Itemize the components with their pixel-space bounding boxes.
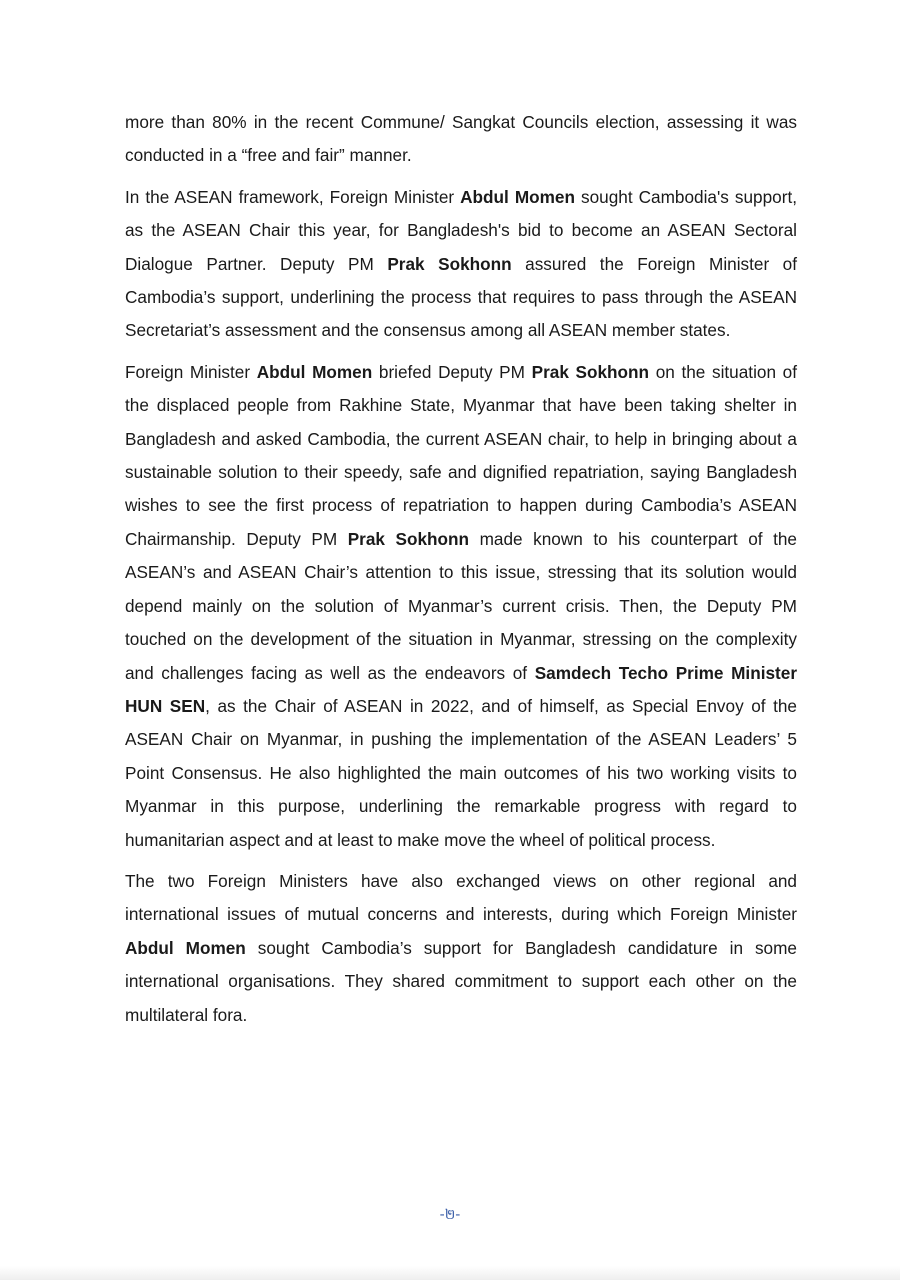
text-run: Foreign Minister — [125, 361, 257, 382]
bold-name: Abdul Momen — [125, 937, 246, 958]
bold-name: Prak Sokhonn — [387, 253, 512, 274]
text-run: sought Cambodia's support, as the ASEAN Chair this year, for Bangladesh's bid to become an ASEAN Sectoral Dialogue Partner. Deputy PM — [125, 186, 797, 274]
bold-name: Prak Sokhonn — [531, 361, 650, 382]
text-run: sought Cambodia’s support for Bangladesh candidature in some international organisations. They shared commitment to support each other on the multilateral fora. — [125, 937, 797, 1025]
paragraph — [125, 181, 797, 348]
bold-name: Prak Sokhonn — [347, 528, 470, 549]
text-run: assured the Foreign Minister of Cambodia’s support, underlining the process that requires to pass through the ASEAN Secretariat’s assessment and the consensus among all ASEAN member states. — [125, 253, 798, 341]
text-run: briefed Deputy PM — [372, 361, 532, 382]
paragraph — [125, 106, 797, 173]
text-run: on the situation of the displaced people from Rakhine State, Myanmar that have been taking shelter in Bangladesh and asked Cambodia, the current ASEAN chair, to help in bringing about a sustainable solution to their speedy, safe and dignified repatriation, saying Bangladesh wishes to see the first process of repatriation to happen during Cambodia’s ASEAN Chairmanship. Deputy PM — [125, 361, 797, 549]
text-run: made known to his counterpart of the ASEAN’s and ASEAN Chair’s attention to this issue, stressing that its solution would depend mainly on the solution of Myanmar’s current crisis. Then, the Deputy PM touched on the development of the situation in Myanmar, stressing on the complexity and challenges facing as well as the endeavors of — [125, 528, 797, 683]
text-run: The two Foreign Ministers have also exchanged views on other regional and international issues of mutual concerns and interests, during which Foreign Minister — [125, 870, 797, 925]
body-text — [125, 106, 797, 1040]
bold-name: Abdul Momen — [460, 186, 575, 207]
bold-name: Abdul Momen — [256, 361, 373, 382]
paragraph — [125, 865, 797, 1032]
text-run: more than 80% in the recent Commune/ Sangkat Councils election, assessing it was conducted in a “free and fair” manner. — [125, 112, 797, 166]
page-bottom-edge — [0, 1266, 900, 1280]
page-number: -២- — [439, 1207, 461, 1223]
text-run: In the ASEAN framework, Foreign Minister — [125, 186, 461, 207]
bold-name: Samdech Techo Prime Minister HUN SEN — [125, 662, 798, 716]
text-run: , as the Chair of ASEAN in 2022, and of himself, as Special Envoy of the ASEAN Chair on Myanmar, in pushing the implementation of the ASEAN Leaders’ 5 Point Consensus. He also highlighted the main outcomes of his two working visits to Myanmar in this purpose, underlining the remarkable progress with regard to humanitarian aspect and at least to make move the wheel of political process. — [125, 695, 797, 850]
paragraph — [125, 356, 797, 857]
